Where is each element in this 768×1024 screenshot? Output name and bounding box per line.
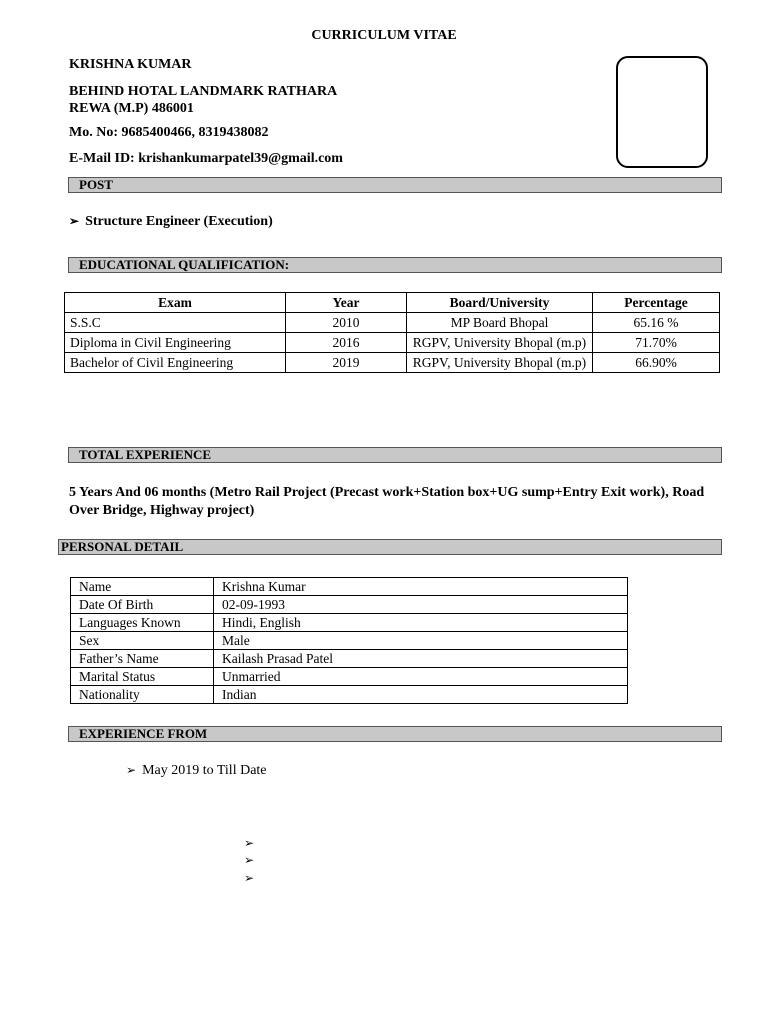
column-header: Board/University	[407, 293, 593, 313]
table-row	[71, 650, 628, 668]
bullet-arrow-icon: ➢	[69, 214, 80, 228]
photo-placeholder	[616, 56, 708, 168]
address-line-1: BEHIND HOTAL LANDMARK RATHARA	[69, 84, 338, 99]
table-cell: RGPV, University Bhopal (m.p)	[407, 353, 593, 373]
table-cell: Father’s Name	[71, 650, 214, 668]
bullet-arrow-icon: ➢	[244, 836, 255, 850]
table-cell: 02-09-1993	[214, 596, 628, 614]
post-item	[69, 214, 273, 230]
column-header: Exam	[65, 293, 286, 313]
mobile-number: Mo. No: 9685400466, 8319438082	[69, 125, 269, 140]
table-row	[65, 333, 720, 353]
table-cell: Sex	[71, 632, 214, 650]
table-cell: MP Board Bhopal	[407, 313, 593, 333]
table-cell: Hindi, English	[214, 614, 628, 632]
address-line-2: REWA (M.P) 486001	[69, 101, 194, 116]
table-cell: Date Of Birth	[71, 596, 214, 614]
table-cell: 2016	[286, 333, 407, 353]
table-cell: Krishna Kumar	[214, 578, 628, 596]
experience-from-item	[126, 763, 267, 779]
table-cell: Bachelor of Civil Engineering	[65, 353, 286, 373]
bullet-arrow-icon: ➢	[126, 763, 137, 777]
experience-from-label: May 2019 to Till Date	[142, 763, 267, 778]
document-title: CURRICULUM VITAE	[311, 28, 457, 43]
post-item-label: Structure Engineer (Execution)	[85, 214, 273, 229]
candidate-name: KRISHNA KUMAR	[69, 57, 192, 72]
section-education-header: EDUCATIONAL QUALIFICATION:	[68, 257, 722, 273]
table-row	[71, 578, 628, 596]
education-table	[64, 292, 720, 373]
table-cell: Name	[71, 578, 214, 596]
section-post-header: POST	[68, 177, 722, 193]
table-cell: 65.16 %	[593, 313, 720, 333]
column-header: Year	[286, 293, 407, 313]
education-header-row	[65, 293, 720, 313]
table-cell: RGPV, University Bhopal (m.p)	[407, 333, 593, 353]
table-cell: Unmarried	[214, 668, 628, 686]
table-cell: S.S.C	[65, 313, 286, 333]
table-row	[65, 353, 720, 373]
email-address: E-Mail ID: krishankumarpatel39@gmail.com	[69, 151, 343, 166]
table-cell: 2019	[286, 353, 407, 373]
table-row	[71, 596, 628, 614]
personal-detail-table	[70, 577, 628, 704]
table-cell: Male	[214, 632, 628, 650]
table-cell: 2010	[286, 313, 407, 333]
table-cell: 66.90%	[593, 353, 720, 373]
table-row	[71, 668, 628, 686]
table-cell: Indian	[214, 686, 628, 704]
bullet-arrow-icon: ➢	[244, 871, 255, 885]
table-row	[65, 313, 720, 333]
section-personal-header: PERSONAL DETAIL	[58, 539, 722, 555]
column-header: Percentage	[593, 293, 720, 313]
table-cell: Nationality	[71, 686, 214, 704]
table-cell: Diploma in Civil Engineering	[65, 333, 286, 353]
bullet-arrow-icon: ➢	[244, 853, 255, 867]
table-cell: Kailash Prasad Patel	[214, 650, 628, 668]
table-cell: 71.70%	[593, 333, 720, 353]
total-experience-text: 5 Years And 06 months (Metro Rail Project (Precast work+Station box+UG sump+Entry Exit work), Road Over Bridge, Highway project)	[69, 485, 705, 518]
table-cell: Marital Status	[71, 668, 214, 686]
table-cell: Languages Known	[71, 614, 214, 632]
section-total-experience-header: TOTAL EXPERIENCE	[68, 447, 722, 463]
table-row	[71, 614, 628, 632]
section-experience-from-header: EXPERIENCE FROM	[68, 726, 722, 742]
table-row	[71, 686, 628, 704]
table-row	[71, 632, 628, 650]
